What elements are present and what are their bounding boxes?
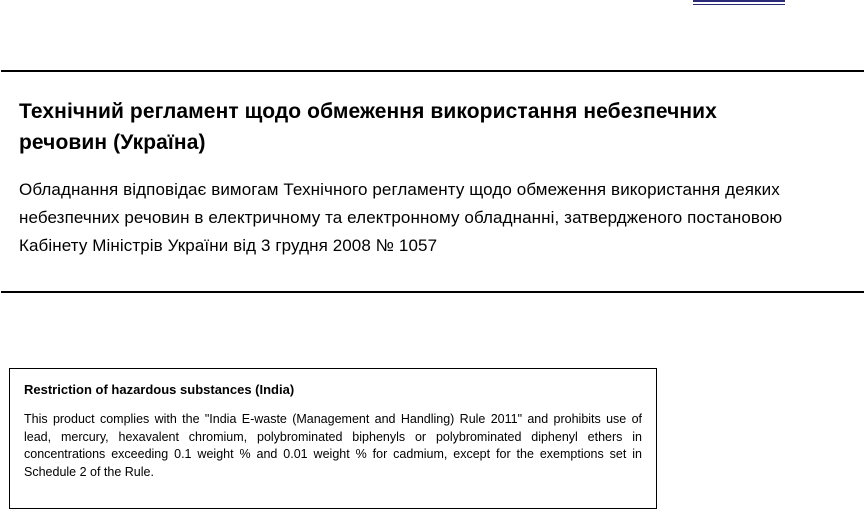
ukraine-section-body: Обладнання відповідає вимогам Технічного регламенту щодо обмеження використання деяких небезпечних речовин в електричному та електронному обладнанні, затвердженого постановою Кабінету Міністрів України від 3 грудня 2008 № 1057: [19, 180, 783, 255]
top-rule-fragment: [693, 0, 785, 6]
ukraine-section-title: Технічний регламент щодо обмеження використання небезпечних речовин (Україна): [19, 100, 717, 154]
ukraine-rohs-section: [1, 70, 864, 293]
india-rohs-section: [9, 368, 657, 509]
india-section-body: This product complies with the "India E-waste (Management and Handling) Rule 2011" and prohibits use of lead, mercury, hexavalent chromium, polybrominated biphenyls or polybrominated diphenyl ethers in concentrations exceeding 0.1 weight % and 0.01 weight % for cadmium, except for the exemptions set in Schedule 2 of the Rule.: [24, 412, 642, 479]
top-rule-line-lower: [693, 4, 785, 5]
top-rule-line-upper: [693, 0, 785, 2]
india-section-title: Restriction of hazardous substances (India): [24, 382, 295, 397]
